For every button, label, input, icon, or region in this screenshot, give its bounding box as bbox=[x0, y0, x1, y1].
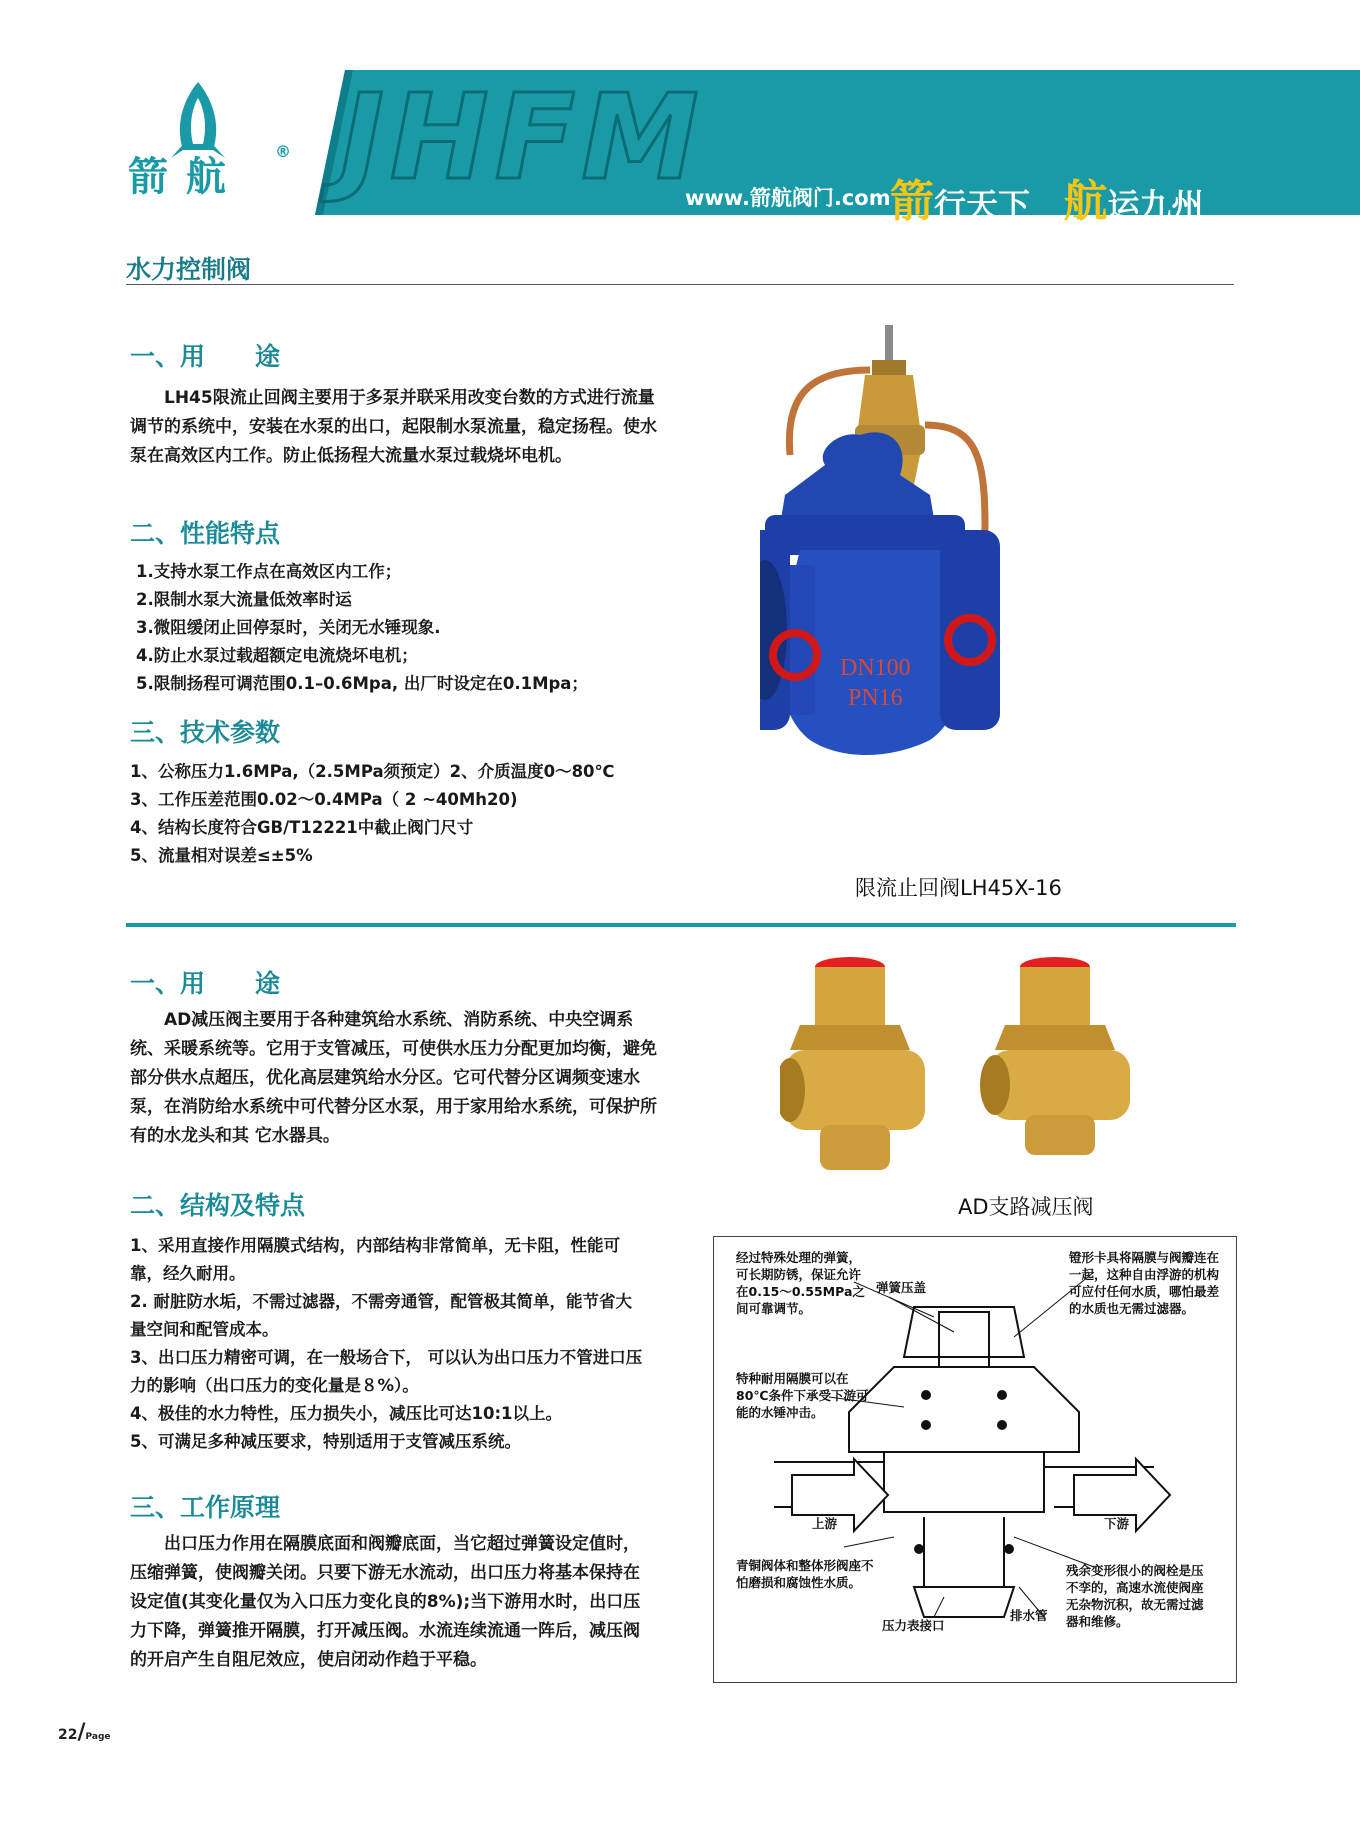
drain-label: 排水管 bbox=[1010, 1608, 1048, 1623]
header-top-blank bbox=[0, 0, 1360, 70]
list-item: 4.防止水泵过载超额定电流烧坏电机； bbox=[136, 646, 418, 665]
page-title: 水力控制阀 bbox=[126, 255, 252, 284]
valve-lh45-illustration bbox=[760, 325, 1160, 850]
pn-marking: PN16 bbox=[848, 685, 903, 711]
s2-struct-list bbox=[130, 1232, 645, 1456]
list-item: 5、流量相对误差≤±5% bbox=[130, 846, 313, 865]
list-item: 3.微阻缓闭止回停泵时，关闭无水锤现象. bbox=[136, 618, 441, 637]
list-item: 4、极佳的水力特性，压力损失小，减压比可达10:1以上。 bbox=[130, 1404, 563, 1423]
list-item: 2. 耐脏防水垢，不需过滤器，不需旁通管，配管极其简单，能节省大量空间和配管成本。 bbox=[130, 1292, 632, 1339]
page-label: Page bbox=[85, 1732, 111, 1742]
slogan-b: 运九州 bbox=[1107, 186, 1204, 224]
s1-caption: 限流止回阀LH45X-16 bbox=[855, 876, 1062, 900]
ad-valve-illustration bbox=[780, 955, 1170, 1190]
s1-heading-perf: 二、性能特点 bbox=[130, 519, 281, 548]
spring-cover-label: 弹簧压盖 bbox=[876, 1280, 927, 1295]
page-number: 22/Page bbox=[58, 1720, 111, 1745]
body-note: 青铜阀体和整体形阀座不怕磨损和腐蚀性水质。 bbox=[736, 1558, 874, 1590]
list-item: 3、工作压差范围0.02～0.4MPa（ 2 ~40Mh20) bbox=[130, 790, 518, 809]
dn-marking: DN100 bbox=[840, 655, 911, 681]
list-item: 1、采用直接作用隔膜式结构，内部结构非常简单，无卡阻，性能可靠，经久耐用。 bbox=[130, 1236, 620, 1283]
slogan-a-big: 箭 bbox=[890, 176, 934, 227]
gauge-port-label: 压力表接口 bbox=[882, 1618, 945, 1633]
list-item: 5、可满足多种减压要求，特别适用于支管减压系统。 bbox=[130, 1432, 521, 1451]
list-item: 4、结构长度符合GB/T12221中截止阀门尺寸 bbox=[130, 818, 474, 837]
diaphragm-note: 特种耐用隔膜可以在80℃条件下承受下游可能的水锤冲击。 bbox=[736, 1371, 869, 1420]
slogan-a: 行天下 bbox=[934, 186, 1031, 224]
clamp-note: 镫形卡具将隔膜与阀瓣连在一起，这种自由浮游的机构可应付任何水质，哪怕最差的水质也无需过滤器。 bbox=[1069, 1250, 1220, 1316]
s1-use-text: LH45限流止回阀主要用于多泵并联采用改变台数的方式进行流量调节的系统中，安装在水泵的出口，起限制水泵流量，稳定扬程。使水泵在高效区内工作。防止低扬程大流量水泵过载烧坏电机。 bbox=[130, 388, 657, 466]
section-separator bbox=[126, 923, 1236, 927]
seat-note: 残余变形很小的阀栓是压不孪的，高速水流使阀座无杂物沉积，故无需过滤器和维修。 bbox=[1066, 1563, 1204, 1629]
page-number-value: 22 bbox=[58, 1727, 78, 1743]
logo-text: 箭 航 bbox=[128, 154, 228, 200]
s1-heading-use: 一、用 途 bbox=[130, 342, 281, 371]
s2-principle-text: 出口压力作用在隔膜底面和阀瓣底面，当它超过弹簧设定值时，压缩弹簧，使阀瓣关闭。只要下游无水流动，出口压力将基本保持在设定值(其变化量仅为入口压力变化良的8%);当下游用水时，出口压力下降，弹簧推开隔膜，打开减压阀。水流连续流通一阵后，减压阀的开启产生自阻尼效应，使启闭动作趋于平稳。 bbox=[130, 1534, 641, 1670]
downstream-label: 下游 bbox=[1104, 1516, 1130, 1531]
s2-caption: AD支路减压阀 bbox=[958, 1195, 1094, 1219]
title-rule bbox=[126, 284, 1234, 285]
s2-heading-principle: 三、工作原理 bbox=[130, 1493, 281, 1522]
s2-heading-struct: 二、结构及特点 bbox=[130, 1191, 306, 1220]
s1-perf-list bbox=[136, 558, 696, 698]
registered-mark: ® bbox=[275, 142, 291, 161]
list-item: 5.限制扬程可调范围0.1–0.6Mpa, 出厂时设定在0.1Mpa； bbox=[136, 674, 588, 693]
spring-note: 经过特殊处理的弹簧，可长期防锈，保证允许在0.15～0.55MPa之间可靠调节。 bbox=[736, 1250, 865, 1316]
upstream-arrow-icon bbox=[792, 1459, 888, 1531]
list-item: 3、出口压力精密可调，在一般场合下， 可以认为出口压力不管进口压力的影响（出口压力的变化量是８%）。 bbox=[130, 1348, 643, 1395]
list-item: 1、公称压力1.6MPa,（2.5MPa须预定）2、介质温度0～80℃ bbox=[130, 762, 615, 781]
s1-heading-tech: 三、技术参数 bbox=[130, 718, 281, 747]
slogan bbox=[890, 165, 1203, 229]
pressure-valve-diagram bbox=[713, 1236, 1237, 1683]
s2-use-text: AD减压阀主要用于各种建筑给水系统、消防系统、中央空调系统、采暖系统等。它用于支管减压，可使供水压力分配更加均衡，避免部分供水点超压，优化高层建筑给水分区。它可代替分区调频变速水泵，在消防给水系统中可代替分区水泵，用于家用给水系统，可保护所有的水龙头和其 它水器具。 bbox=[130, 1010, 657, 1146]
s1-tech-list bbox=[130, 758, 690, 870]
s2-heading-use: 一、用 途 bbox=[130, 969, 281, 998]
slogan-b-big: 航 bbox=[1063, 176, 1108, 227]
upstream-label: 上游 bbox=[812, 1516, 838, 1531]
list-item: 1.支持水泵工作点在高效区内工作； bbox=[136, 562, 402, 581]
brand-wordmark: JHFM bbox=[340, 68, 705, 206]
website-text: www.箭航阀门.com bbox=[685, 186, 891, 210]
list-item: 2.限制水泵大流量低效率时运 bbox=[136, 590, 352, 609]
